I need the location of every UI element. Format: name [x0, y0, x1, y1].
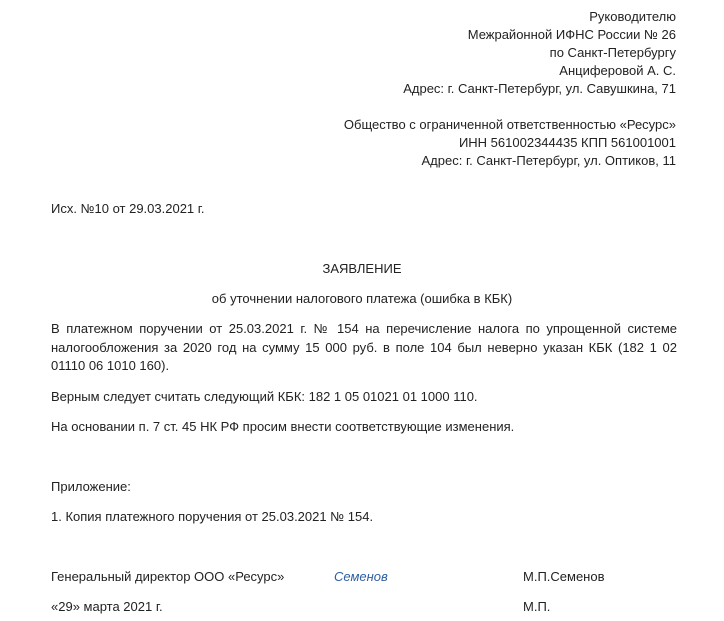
- sender-address: Адрес: г. Санкт-Петербург, ул. Оптиков, 11: [421, 153, 676, 168]
- body-paragraph-2: Верным следует считать следующий КБК: 182 1 05 01021 01 1000 110.: [51, 389, 478, 404]
- document-title: ЗАЯВЛЕНИЕ: [322, 261, 402, 276]
- document-subtitle: об уточнении налогового платежа (ошибка в КБК): [211, 291, 513, 306]
- recipient-line-2: Межрайонной ИФНС России № 26: [467, 27, 676, 42]
- attachments-heading: Приложение:: [51, 479, 131, 494]
- signature-date: «29» марта 2021 г.: [51, 599, 163, 614]
- handwritten-signature: Семенов: [334, 569, 388, 584]
- signatory-name: М.П.Семенов: [523, 569, 605, 584]
- recipient-line-4: Анциферовой А. С.: [559, 63, 676, 78]
- signatory-position: Генеральный директор ООО «Ресурс»: [51, 569, 285, 584]
- body-paragraph-1: В платежном поручении от 25.03.2021 г. № 154 на перечисление налога по упрощенной системе налогообложения за 2020 год на сумму 15 000 руб. в поле 104 был неверно указан КБК (182 1 02 01110 06 1010 160).: [51, 321, 677, 373]
- sender-name: Общество с ограниченной ответственностью «Ресурс»: [343, 117, 676, 132]
- recipient-line-1: Руководителю: [589, 9, 676, 24]
- recipient-address: Адрес: г. Санкт-Петербург, ул. Савушкина, 71: [403, 81, 676, 96]
- sender-inn-kpp: ИНН 561002344435 КПП 561001001: [458, 135, 676, 150]
- recipient-line-3: по Санкт-Петербургу: [549, 45, 676, 60]
- body-paragraph-3: На основании п. 7 ст. 45 НК РФ просим внести соответствующие изменения.: [51, 419, 515, 434]
- attachment-item-1: 1. Копия платежного поручения от 25.03.2021 № 154.: [51, 509, 374, 524]
- outgoing-number: Исх. №10 от 29.03.2021 г.: [51, 201, 205, 216]
- stamp-placeholder: М.П.: [523, 599, 551, 614]
